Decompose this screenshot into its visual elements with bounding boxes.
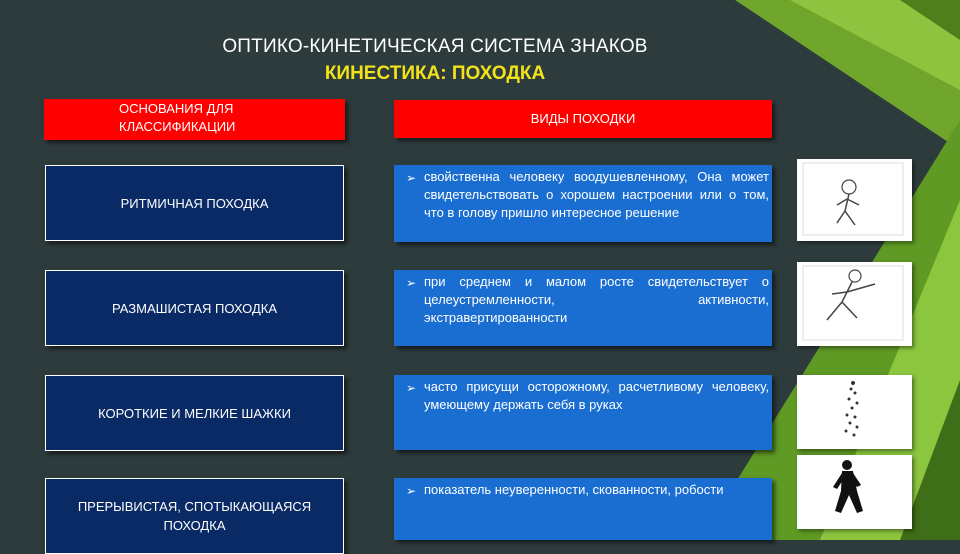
row-description-text: свойственна человеку воодушевленному, Она может свидетельствовать о хорошем настроении или о том, что в голову пришло интересное решение — [424, 169, 769, 220]
arrow-bullet-icon: ➢ — [406, 381, 417, 395]
arrow-bullet-icon: ➢ — [406, 171, 417, 185]
row-label-rhythmic — [45, 165, 344, 241]
row-label-stumbling — [45, 478, 344, 554]
row-description-text: часто присущи осторожному, расчетливому человеку, умеющему держать себя в руках — [424, 379, 769, 412]
sketch-striding-figure-icon — [797, 262, 912, 346]
dotted-small-steps-figure-icon — [797, 375, 912, 449]
silhouette-walking-figure-icon — [797, 455, 912, 529]
row-description-stumbling — [394, 478, 772, 540]
arrow-bullet-icon: ➢ — [406, 484, 417, 498]
row-label-text: ПРЕРЫВИСТАЯ, СПОТЫКАЮЩАЯСЯ ПОХОДКА — [77, 499, 312, 533]
sketch-walking-figure-icon — [797, 159, 912, 241]
row-description-text: при среднем и малом росте свидетельствует о целеустремленности, активности, экстравертированности — [424, 274, 769, 325]
classification-header: ОСНОВАНИЯ ДЛЯ КЛАССИФИКАЦИИ — [44, 99, 345, 140]
gait-types-header: ВИДЫ ПОХОДКИ — [394, 100, 772, 138]
row-label-sweeping — [45, 270, 344, 346]
row-label-text: РАЗМАШИСТАЯ ПОХОДКА — [111, 300, 278, 316]
row-description-sweeping — [394, 270, 772, 346]
arrow-bullet-icon: ➢ — [406, 276, 417, 290]
row-description-short-steps — [394, 375, 772, 450]
row-label-text: КОРОТКИЕ И МЕЛКИЕ ШАЖКИ — [98, 405, 291, 421]
row-label-text: РИТМИЧНАЯ ПОХОДКА — [120, 195, 269, 211]
row-label-short-steps — [45, 375, 344, 451]
slide-title: ОПТИКО-КИНЕТИЧЕСКАЯ СИСТЕМА ЗНАКОВ — [222, 36, 648, 57]
row-description-rhythmic — [394, 165, 772, 242]
row-description-text: показатель неуверенности, скованности, робости — [424, 482, 724, 497]
slide-subtitle: КИНЕСТИКА: ПОХОДКА — [324, 63, 546, 84]
